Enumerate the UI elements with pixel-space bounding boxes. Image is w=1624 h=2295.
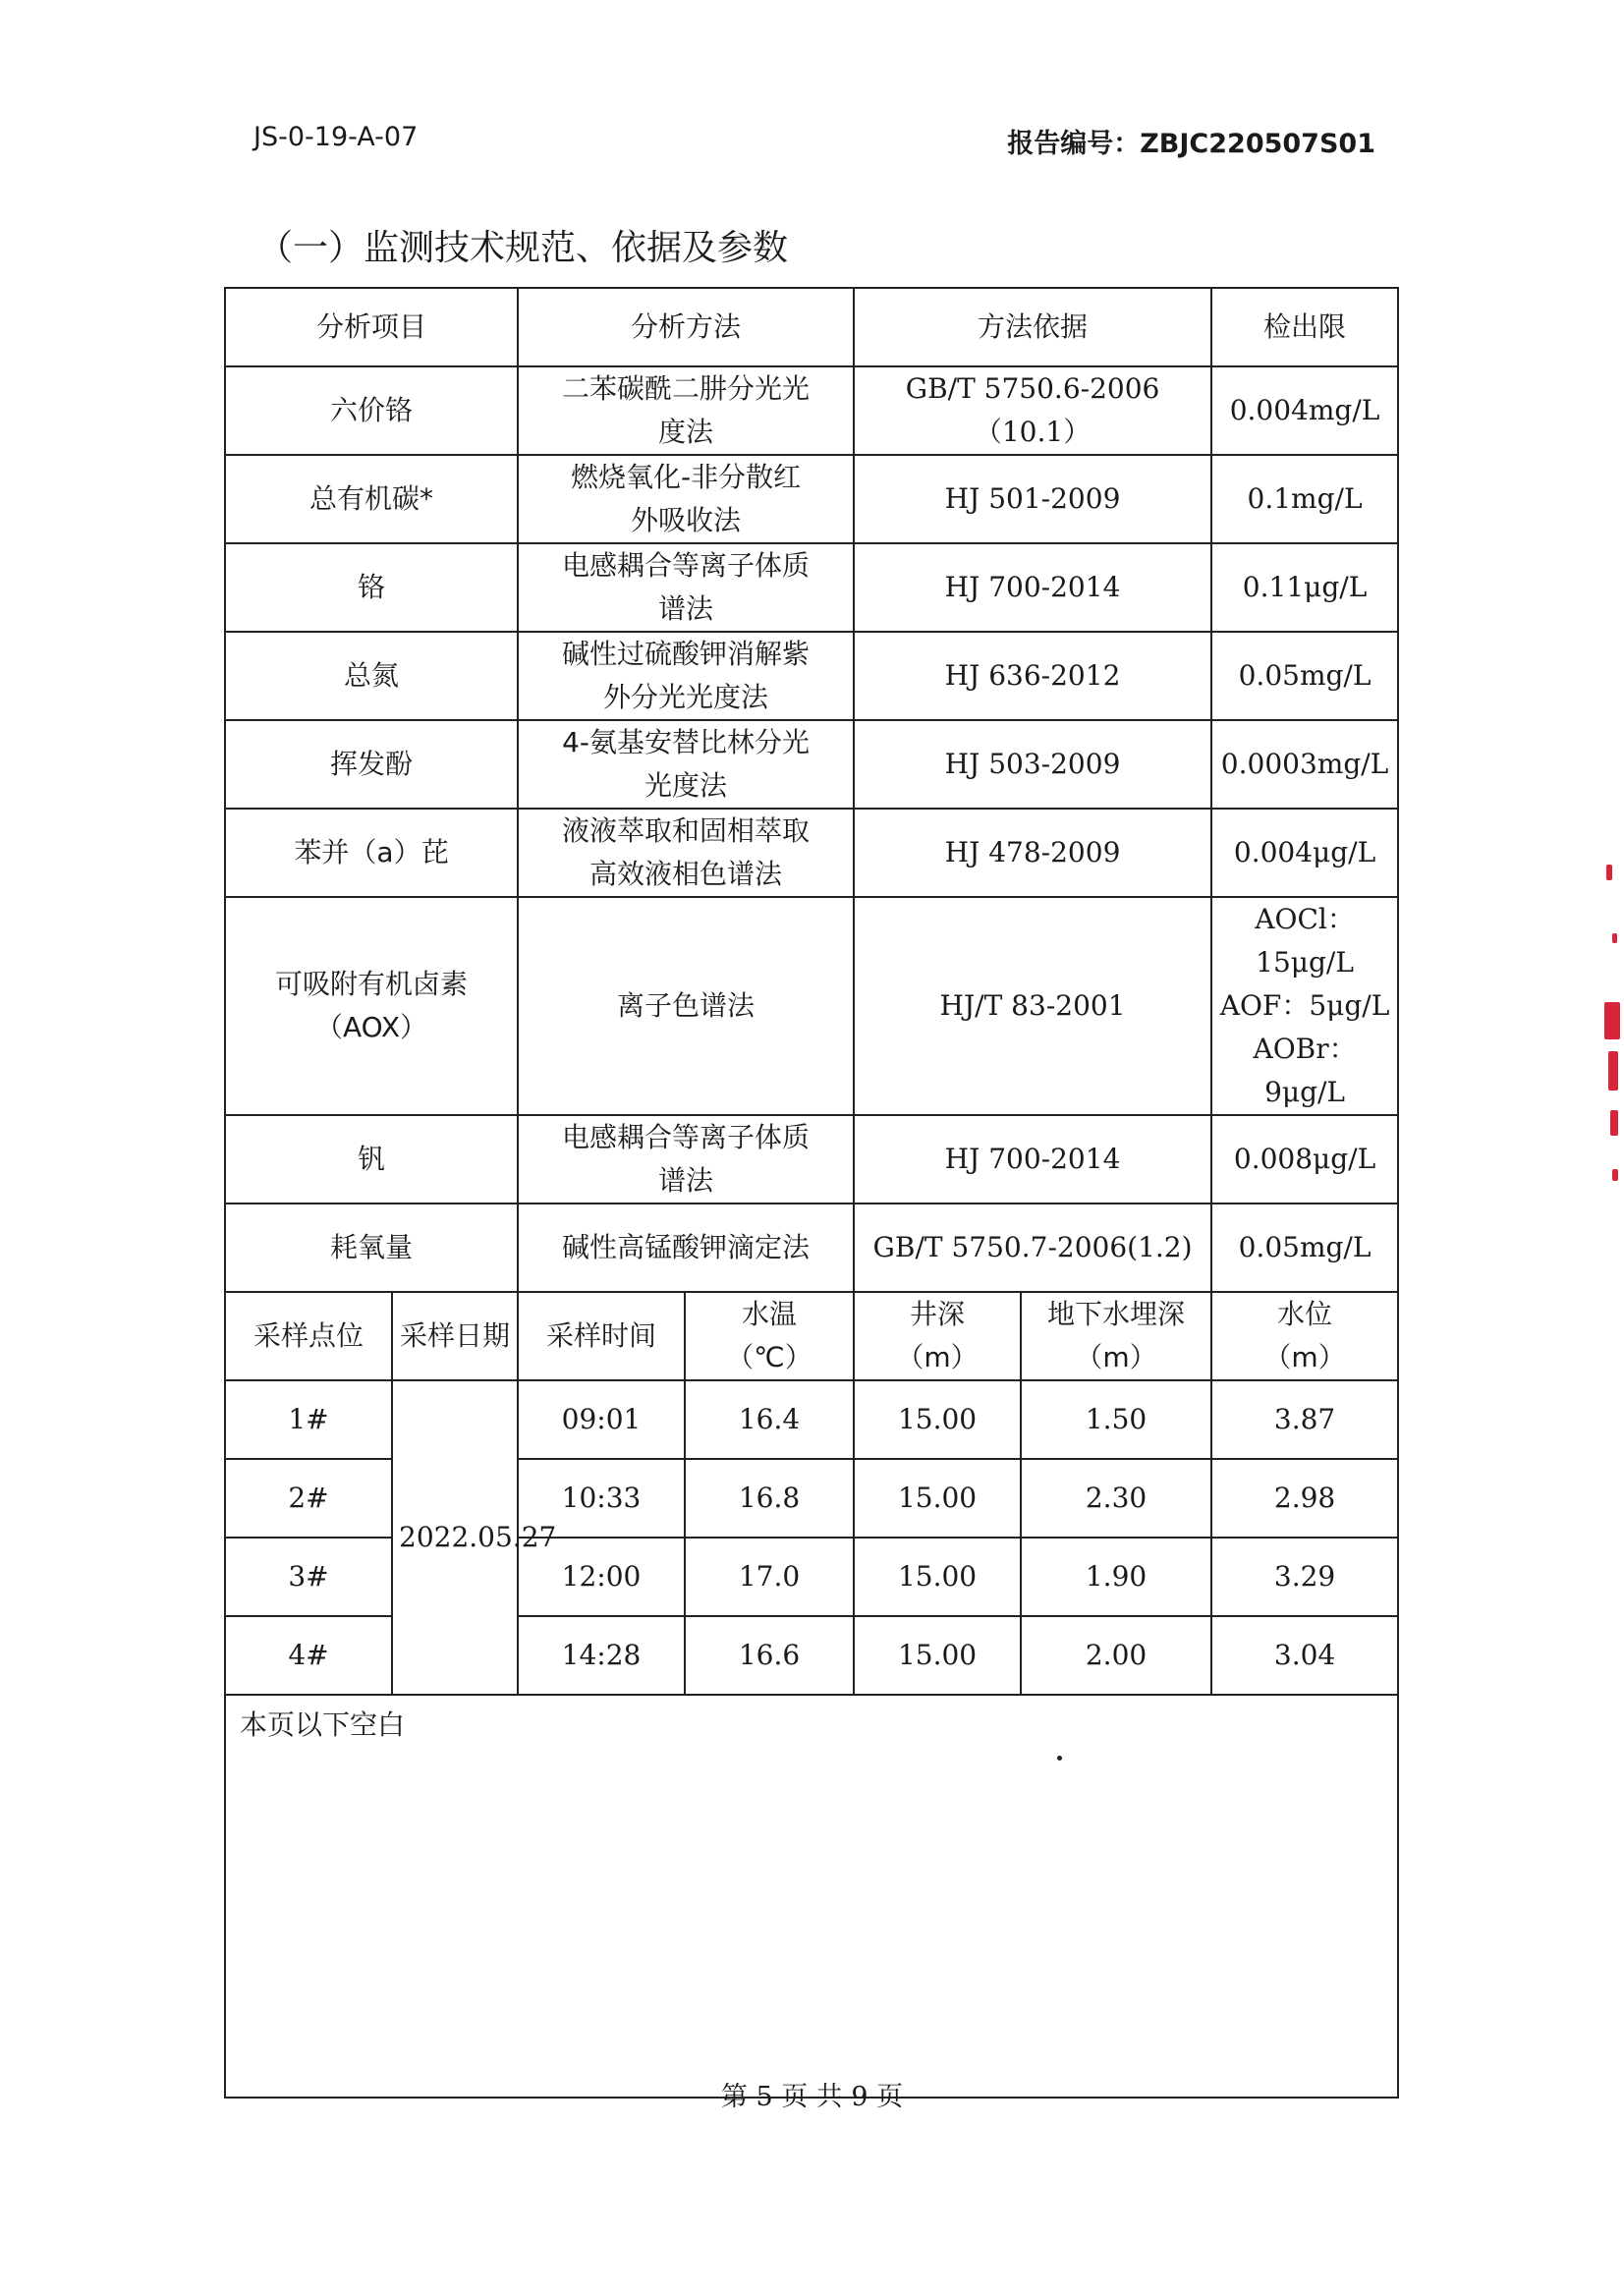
sampling-header-cell: 采样点位	[225, 1292, 392, 1380]
analysis-method	[518, 897, 854, 1115]
analysis-method-line: 离子色谱法	[617, 989, 756, 1022]
analysis-method	[518, 1203, 854, 1292]
monitoring-table-container	[224, 287, 1397, 2099]
analysis-method-line: 度法	[658, 416, 714, 448]
sampling-header-cell	[1211, 1292, 1398, 1380]
water-level: 3.29	[1211, 1538, 1398, 1616]
method-basis: GB/T 5750.6-2006（10.1）	[854, 366, 1211, 455]
sampling-point: 1#	[225, 1380, 392, 1459]
detection-limit-line: 0.0003mg/L	[1220, 748, 1389, 780]
analysis-method-line: 燃烧氧化-非分散红	[570, 461, 802, 493]
table-row	[225, 632, 1398, 720]
groundwater-burial-depth: 2.00	[1021, 1616, 1211, 1695]
monitoring-table	[224, 287, 1399, 2099]
well-depth: 15.00	[854, 1616, 1021, 1695]
detection-limit-line: AOF：5μg/L	[1219, 989, 1390, 1022]
sampling-header-line: 水位	[1277, 1298, 1333, 1330]
analysis-item: 总氮	[225, 632, 518, 720]
table-row	[225, 1380, 1398, 1459]
analysis-item: 总有机碳*	[225, 455, 518, 543]
analysis-method	[518, 632, 854, 720]
detection-limit-line: AOCl：15μg/L	[1255, 903, 1355, 979]
sampling-point: 3#	[225, 1538, 392, 1616]
water-temperature: 17.0	[685, 1538, 854, 1616]
water-level: 3.04	[1211, 1616, 1398, 1695]
method-basis: HJ 478-2009	[854, 809, 1211, 897]
sampling-header-row	[225, 1292, 1398, 1380]
sampling-header-line: 水温	[742, 1298, 798, 1330]
analysis-item-line: （AOX）	[314, 1011, 428, 1043]
methods-header-cell: 检出限	[1211, 288, 1398, 366]
methods-header-cell: 分析项目	[225, 288, 518, 366]
table-row	[225, 543, 1398, 632]
page-footer: 第 5 页 共 9 页	[720, 2082, 904, 2112]
analysis-method-line: 外分光光度法	[603, 681, 769, 713]
section-title: （一）监测技术规范、依据及参数	[257, 228, 789, 268]
report-number: 报告编号：ZBJC220507S01	[1007, 129, 1375, 159]
analysis-method-line: 光度法	[644, 769, 728, 802]
detection-limit	[1211, 1115, 1398, 1203]
sampling-header-cell: 采样时间	[518, 1292, 685, 1380]
groundwater-burial-depth: 2.30	[1021, 1459, 1211, 1538]
analysis-method	[518, 455, 854, 543]
analysis-method-line: 谱法	[658, 1164, 714, 1197]
sampling-header-cell: 采样日期	[392, 1292, 518, 1380]
blank-note-row	[225, 1695, 1398, 2098]
analysis-method	[518, 1115, 854, 1203]
method-basis: HJ/T 83-2001	[854, 897, 1211, 1115]
detection-limit	[1211, 543, 1398, 632]
sampling-header-cell	[854, 1292, 1021, 1380]
analysis-method-line: 液液萃取和固相萃取	[562, 814, 811, 847]
groundwater-burial-depth: 1.90	[1021, 1538, 1211, 1616]
analysis-item: 六价铬	[225, 366, 518, 455]
detection-limit-line: 0.05mg/L	[1238, 659, 1372, 692]
sampling-header-line: （℃）	[726, 1341, 812, 1373]
sampling-point: 2#	[225, 1459, 392, 1538]
detection-limit	[1211, 455, 1398, 543]
water-level: 3.87	[1211, 1380, 1398, 1459]
sampling-header-line: 井深	[910, 1298, 966, 1330]
analysis-item: 挥发酚	[225, 720, 518, 809]
table-row	[225, 720, 1398, 809]
table-row	[225, 1115, 1398, 1203]
stray-dot	[1057, 1756, 1062, 1761]
detection-limit-line: 0.11μg/L	[1242, 571, 1368, 603]
analysis-method-line: 4-氨基安替比林分光	[562, 726, 810, 758]
analysis-item-line: 可吸附有机卤素	[275, 968, 469, 1000]
sampling-date: 2022.05.27	[392, 1380, 518, 1695]
water-temperature: 16.8	[685, 1459, 854, 1538]
water-temperature: 16.4	[685, 1380, 854, 1459]
analysis-item: 钒	[225, 1115, 518, 1203]
document-code: JS-0-19-A-07	[253, 122, 419, 152]
analysis-method	[518, 543, 854, 632]
methods-header-cell: 方法依据	[854, 288, 1211, 366]
blank-note: 本页以下空白	[225, 1695, 1398, 2098]
analysis-method	[518, 809, 854, 897]
sampling-header-cell	[1021, 1292, 1211, 1380]
detection-limit	[1211, 632, 1398, 720]
analysis-method-line: 外吸收法	[631, 504, 742, 536]
table-row	[225, 366, 1398, 455]
method-basis: GB/T 5750.7-2006(1.2)	[854, 1203, 1211, 1292]
table-row	[225, 455, 1398, 543]
method-basis: HJ 636-2012	[854, 632, 1211, 720]
sampling-point: 4#	[225, 1616, 392, 1695]
well-depth: 15.00	[854, 1380, 1021, 1459]
analysis-method-line: 高效液相色谱法	[589, 858, 783, 890]
method-basis: HJ 503-2009	[854, 720, 1211, 809]
analysis-method-line: 电感耦合等离子体质	[562, 549, 811, 582]
analysis-method-line: 碱性过硫酸钾消解紫	[562, 638, 811, 670]
analysis-method	[518, 720, 854, 809]
table-row	[225, 897, 1398, 1115]
table-row	[225, 809, 1398, 897]
sampling-time: 14:28	[518, 1616, 685, 1695]
sampling-header-line: （m）	[1075, 1341, 1157, 1373]
method-basis: HJ 700-2014	[854, 543, 1211, 632]
sampling-time: 09:01	[518, 1380, 685, 1459]
well-depth: 15.00	[854, 1459, 1021, 1538]
detection-limit-line: AOBr：9μg/L	[1253, 1033, 1357, 1108]
sampling-header-line: （m）	[896, 1341, 979, 1373]
water-temperature: 16.6	[685, 1616, 854, 1695]
method-basis: HJ 700-2014	[854, 1115, 1211, 1203]
detection-limit-line: 0.008μg/L	[1233, 1143, 1376, 1175]
method-basis: HJ 501-2009	[854, 455, 1211, 543]
detection-limit	[1211, 897, 1398, 1115]
analysis-item: 苯并（a）芘	[225, 809, 518, 897]
detection-limit-line: 0.004μg/L	[1233, 836, 1376, 868]
table-row	[225, 1203, 1398, 1292]
detection-limit	[1211, 1203, 1398, 1292]
stamp-edge-mark	[1602, 865, 1624, 1189]
detection-limit	[1211, 809, 1398, 897]
analysis-item	[225, 897, 518, 1115]
detection-limit-line: 0.004mg/L	[1229, 394, 1380, 426]
detection-limit-line: 0.05mg/L	[1238, 1231, 1372, 1263]
detection-limit-line: 0.1mg/L	[1247, 482, 1363, 515]
sampling-header-line: （m）	[1263, 1341, 1346, 1373]
methods-header-cell: 分析方法	[518, 288, 854, 366]
water-level: 2.98	[1211, 1459, 1398, 1538]
analysis-method	[518, 366, 854, 455]
analysis-method-line: 谱法	[658, 592, 714, 625]
groundwater-burial-depth: 1.50	[1021, 1380, 1211, 1459]
analysis-method-line: 电感耦合等离子体质	[562, 1121, 811, 1153]
well-depth: 15.00	[854, 1538, 1021, 1616]
analysis-method-line: 二苯碳酰二肼分光光	[562, 372, 811, 405]
sampling-header-line: 地下水埋深	[1047, 1298, 1186, 1330]
sampling-header-cell	[685, 1292, 854, 1380]
analysis-method-line: 碱性高锰酸钾滴定法	[562, 1231, 811, 1263]
sampling-time: 10:33	[518, 1459, 685, 1538]
analysis-item: 铬	[225, 543, 518, 632]
analysis-item: 耗氧量	[225, 1203, 518, 1292]
methods-header-row	[225, 288, 1398, 366]
detection-limit	[1211, 720, 1398, 809]
detection-limit	[1211, 366, 1398, 455]
sampling-time: 12:00	[518, 1538, 685, 1616]
